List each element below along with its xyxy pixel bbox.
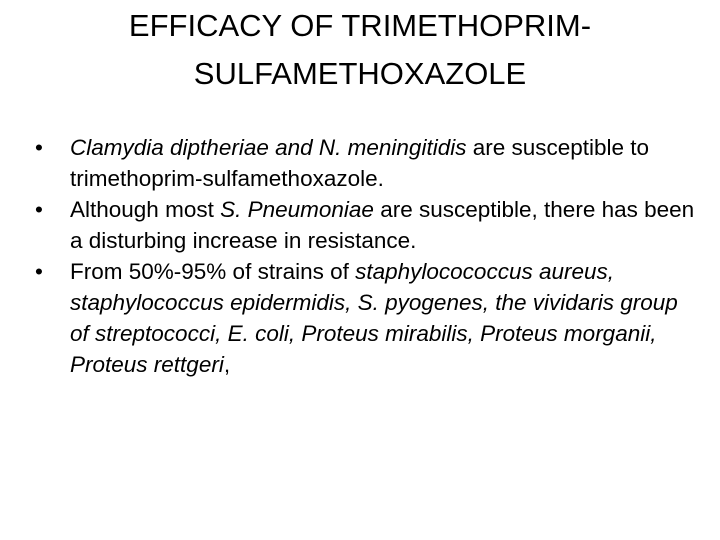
bullet-icon: • <box>35 259 43 284</box>
slide-title-line-1: EFFICACY OF TRIMETHOPRIM- <box>128 8 592 43</box>
bullet-list <box>28 132 698 380</box>
slide-title <box>40 0 680 98</box>
bullet-item-1 <box>28 132 698 194</box>
bullet-icon: • <box>35 197 43 222</box>
bullet-3-part-1: From 50%-95% of strains of <box>70 259 356 284</box>
slide-title-line-2: SULFAMETHOXAZOLE <box>193 56 527 91</box>
bullet-icon: • <box>35 135 43 160</box>
bullet-1-part-1: Clamydia diptheriae and N. meningitidis <box>70 135 467 160</box>
bullet-2-part-1: Although most <box>70 197 221 222</box>
bullet-3-part-2: staphylocococcus aureus, staphylococcus epidermidis, S. pyogenes, the vividaris group of streptococci, E. coli, Proteus mirabilis, Proteus morganii, Proteus rettgeri <box>70 259 678 377</box>
bullet-2-part-3: are susceptible, there has been a disturbing increase in resistance. <box>70 197 695 253</box>
bullet-3-part-3: , <box>223 352 231 377</box>
bullet-item-3 <box>28 256 698 380</box>
bullet-item-2 <box>28 194 698 256</box>
bullet-1-part-2: are susceptible to trimethoprim-sulfamethoxazole. <box>70 135 650 191</box>
bullet-2-part-2: S. Pneumoniae <box>220 197 374 222</box>
